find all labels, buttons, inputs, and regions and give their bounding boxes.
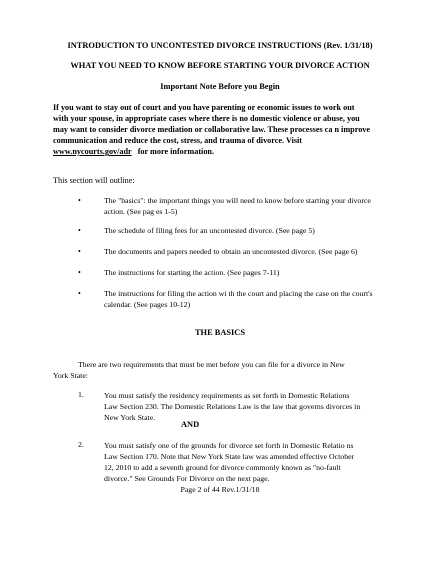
bullet-icon: • (78, 247, 81, 256)
requirement-line: You must satisfy the residency requirements as set forth in Domestic Relations (104, 391, 350, 400)
note-line: communication and reduce the cost, stress, and trauma of divorce. Visit (53, 136, 303, 145)
note-link-suffix: for more information. (131, 147, 215, 156)
document-title: INTRODUCTION TO UNCONTESTED DIVORCE INSTRUCTIONS (Rev. 1/31/18) (67, 41, 373, 50)
outline-intro: This section will outline: (53, 176, 135, 185)
list-item: The schedule of filing fees for an uncontested divorce. (See page 5) (104, 226, 315, 235)
bullet-icon: • (78, 196, 81, 205)
requirement-line: 12, 2010 to add a seventh ground for divorce commonly known as "no-fault (104, 463, 341, 472)
list-item: The instructions for starting the action. (See pages 7-11) (104, 268, 280, 277)
section-heading-basics: THE BASICS (194, 328, 246, 337)
note-line: may want to consider divorce mediation or collaborative law. These processes ca n improve (53, 125, 371, 134)
and-connector: AND (181, 420, 200, 429)
list-item: The "basics": the important things you will need to know before starting your divorce (104, 196, 371, 205)
note-line: with your spouse, in appropriate cases where there is no domestic violence or abuse, you (53, 114, 360, 123)
requirement-line: Law Section 230. The Domestic Relations Law is the law that governs divorces in (104, 402, 361, 411)
bullet-icon: • (78, 268, 81, 277)
requirement-number: 2. (78, 440, 84, 449)
document-subtitle: WHAT YOU NEED TO KNOW BEFORE STARTING YOUR DIVORCE ACTION (70, 61, 370, 70)
note-line: If you want to stay out of court and you have parenting or economic issues to work out (53, 103, 355, 112)
requirement-line: Law Section 170. Note that New York State law was amended effective October (104, 452, 355, 461)
requirement-line: divorce." See Grounds For Divorce on the next page. (104, 474, 270, 483)
note-heading: Important Note Before you Begin (160, 82, 280, 91)
page-footer: Page 2 of 44 Rev.1/31/18 (180, 485, 260, 494)
bullet-icon: • (78, 226, 81, 235)
note-link-line (53, 146, 214, 157)
adr-link[interactable]: www.nycourts.gov/adr (53, 147, 132, 156)
requirement-line: You must satisfy one of the grounds for divorce set forth in Domestic Relatio ns (104, 441, 354, 450)
basics-intro-line: York State: (53, 371, 88, 380)
bullet-icon: • (78, 289, 81, 298)
basics-intro-line: There are two requirements that must be met before you can file for a divorce in New (78, 360, 345, 369)
list-item: The documents and papers needed to obtain an uncontested divorce. (See page 6) (104, 247, 358, 256)
list-item: The instructions for filing the action wi th the court and placing the case on the court's (104, 289, 373, 298)
requirement-line: New York State. (104, 413, 156, 422)
requirement-number: 1. (78, 390, 84, 399)
list-item-continuation: calendar. (See pages 10-12) (104, 300, 191, 309)
list-item-continuation: action. (See pag es 1-5) (104, 207, 178, 216)
